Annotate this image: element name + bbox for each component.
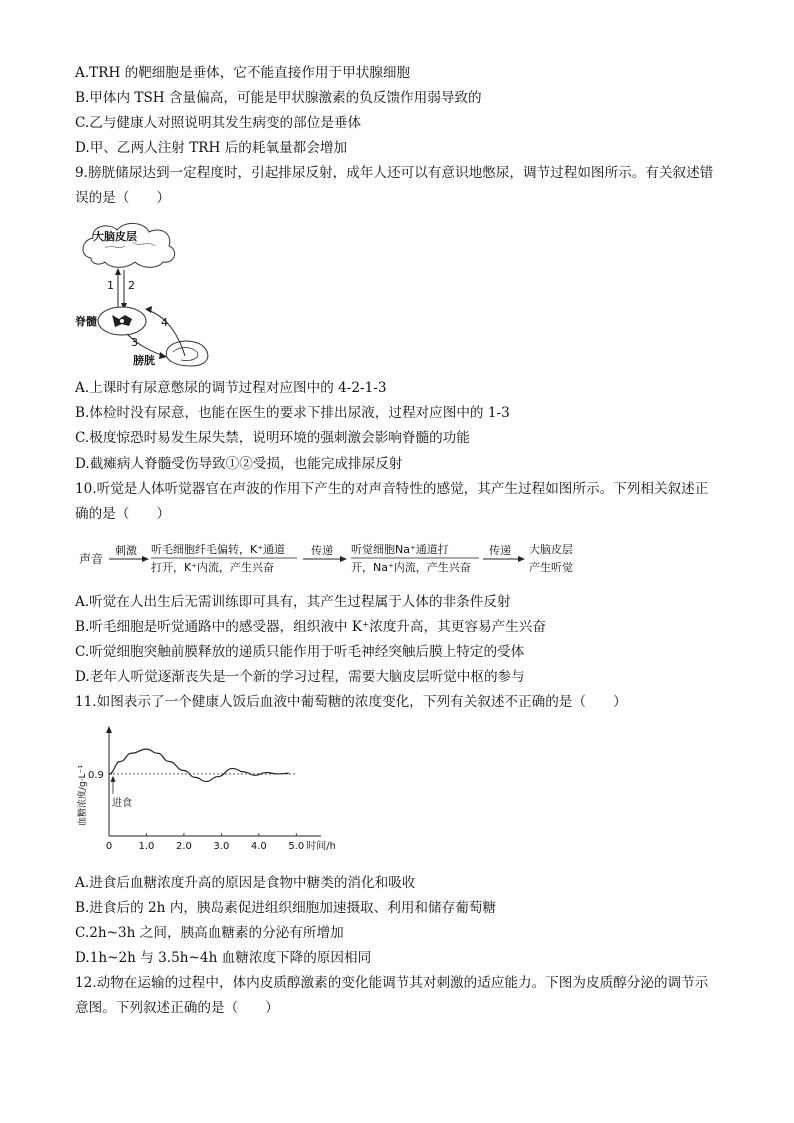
flow-end-line2: 产生听觉 <box>529 561 573 574</box>
q9-option-c: C.极度惊恐时易发生尿失禁，说明环境的强刺激会影响脊髓的功能 <box>75 430 470 446</box>
label-3: 3 <box>131 336 138 349</box>
flow-end-line1: 大脑皮层 <box>529 543 573 556</box>
chart-x-tick-label: 4.0 <box>250 841 267 852</box>
flow-arrow-3-label: 传递 <box>489 544 511 557</box>
q8-option-a: A.TRH 的靶细胞是垂体，它不能直接作用于甲状腺细胞 <box>75 65 411 81</box>
spine-label: 脊髓 <box>75 315 97 328</box>
q10-flow-svg <box>75 538 595 578</box>
label-1: 1 <box>107 279 114 292</box>
brain-label: 大脑皮层 <box>93 230 137 243</box>
q9-option-d: D.截瘫病人脊髓受伤导致①②受损，也能完成排尿反射 <box>75 456 403 472</box>
q11-option-c: C.2h~3h 之间，胰高血糖素的分泌有所增加 <box>75 925 344 941</box>
q8-option-d: D.甲、乙两人注射 TRH 后的耗氧量都会增加 <box>75 140 348 156</box>
q12-stem-line2: 意图。下列叙述正确的是（ ） <box>75 1000 279 1016</box>
q9-option-b: B.体检时没有尿意，也能在医生的要求下排出尿液，过程对应图中的 1-3 <box>75 405 510 421</box>
bladder-inner <box>173 348 198 361</box>
bladder-outline <box>166 341 208 366</box>
q10-stem-line2: 确的是（ ） <box>75 506 171 522</box>
q10-flow-diagram <box>75 538 595 578</box>
flow-arrow-3-head <box>518 556 525 562</box>
flow-box2-line2: 开，Na⁺内流，产生兴奋 <box>351 561 471 574</box>
q12-stem-line1: 12.动物在运输的过程中，体内皮质醇激素的变化能调节其对刺激的适应能力。下图为皮质醇分泌的调节示 <box>75 975 709 991</box>
q8-option-c: C.乙与健康人对照说明其发生病变的部位是垂体 <box>75 115 362 131</box>
q9-stem-line1: 9.膀胱储尿达到一定程度时，引起排尿反射，成年人还可以有意识地憋尿，调节过程如图所示。有关叙述错 <box>75 165 714 181</box>
pathway-4-arrow <box>145 306 152 313</box>
chart-series-line <box>109 749 289 781</box>
q10-option-b: B.听毛细胞是听觉通路中的感受器，组织液中 K⁺浓度升高，其更容易产生兴奋 <box>75 619 546 635</box>
flow-arrow-2-label: 传递 <box>311 544 333 557</box>
q11-option-a: A.进食后血糖浓度升高的原因是食物中糖类的消化和吸收 <box>75 875 416 891</box>
chart-series <box>109 749 289 794</box>
label-4: 4 <box>161 316 168 329</box>
label-2: 2 <box>128 279 135 292</box>
q10-option-a: A.听觉在人出生后无需训练即可具有，其产生过程属于人体的非条件反射 <box>75 594 511 610</box>
glucose-chart-svg <box>75 722 335 862</box>
q11-option-b: B.进食后的 2h 内，胰岛素促进组织细胞加速摄取、利用和储存葡萄糖 <box>75 900 496 916</box>
chart-x-tick-label: 1.0 <box>138 841 155 852</box>
chart-y-axis-arrow <box>106 726 112 733</box>
flow-start: 声音 <box>79 552 104 566</box>
chart-x-tick-label: 5.0 <box>288 841 305 852</box>
q9-option-a: A.上课时有尿意憋尿的调节过程对应图中的 4-2-1-3 <box>75 380 387 396</box>
q8-option-b: B.甲体内 TSH 含量偏高，可能是甲状腺激素的负反馈作用弱导致的 <box>75 90 482 106</box>
q9-reflex-diagram <box>75 218 215 368</box>
pathway-1-arrow <box>115 268 121 275</box>
q11-stem: 11.如图表示了一个健康人饭后血液中葡萄糖的浓度变化，下列有关叙述不正确的是（ ） <box>75 694 627 710</box>
q9-stem-line2: 误的是（ ） <box>75 190 171 206</box>
q10-stem-line1: 10.听觉是人体听觉器官在声波的作用下产生的对声音特性的感觉，其产生过程如图所示。下列相关叙述正 <box>75 481 709 497</box>
q11-glucose-chart <box>75 722 335 862</box>
central-canal <box>120 319 124 323</box>
flow-arrow-1-head <box>142 556 149 562</box>
q10-option-d: D.老年人听觉逐渐丧失是一个新的学习过程，需要大脑皮层听觉中枢的参与 <box>75 669 525 685</box>
chart-x-tick-label: 3.0 <box>213 841 230 852</box>
q9-reflex-svg <box>75 218 215 368</box>
chart-xlabel: 时间/h <box>306 841 335 852</box>
flow-box1-line1: 听毛细胞纤毛偏转，K⁺通道 <box>151 543 286 556</box>
chart-annotation-arrow-head <box>111 776 116 782</box>
flow-arrow-2-head <box>340 556 347 562</box>
flow-arrow-1-label: 刺激 <box>115 544 137 557</box>
chart-axes <box>106 726 321 836</box>
chart-annotation-label: 进食 <box>112 797 132 809</box>
chart-ytick-label: 0.9 <box>88 769 104 781</box>
bladder-label: 膀胱 <box>133 354 155 367</box>
chart-ylabel: 血糖浓度/g·L⁻¹ <box>78 765 88 826</box>
chart-ticks <box>106 774 304 852</box>
q11-option-d: D.1h~2h 与 3.5h~4h 血糖浓度下降的原因相同 <box>75 950 372 966</box>
chart-x-tick-label: 2.0 <box>175 841 192 852</box>
flow-box1-line2: 打开，K⁺内流，产生兴奋 <box>151 561 275 574</box>
q10-option-c: C.听觉细胞突触前膜释放的递质只能作用于听毛神经突触后膜上特定的受体 <box>75 644 525 660</box>
chart-x-tick-label: 0 <box>105 841 113 852</box>
flow-box2-line1: 听觉细胞Na⁺通道打 <box>351 543 449 556</box>
